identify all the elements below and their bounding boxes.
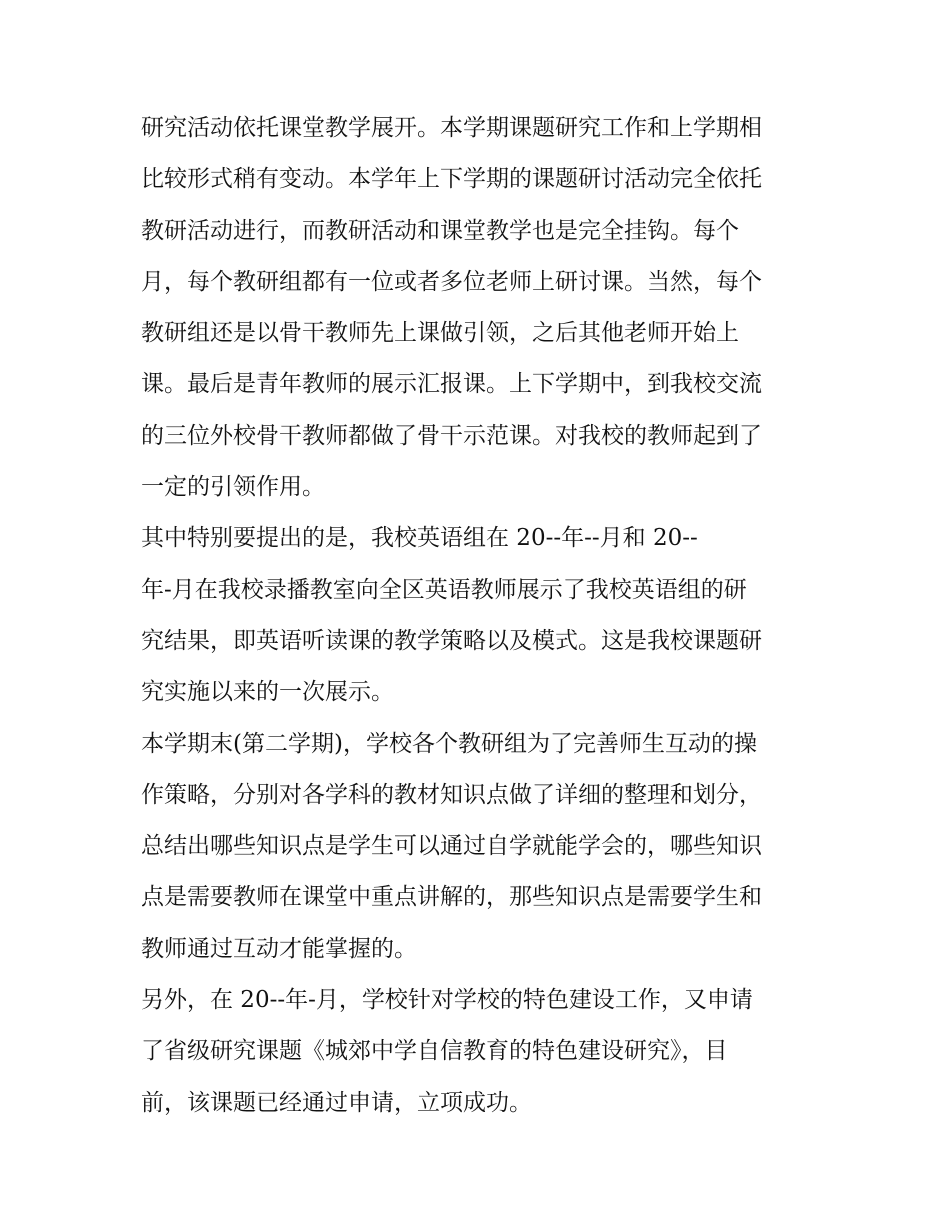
text-line: 年-月在我校录播教室向全区英语教师展示了我校英语组的研: [141, 576, 747, 603]
text-line: 比较形式稍有变动。本学年上下学期的课题研讨活动完全依托: [141, 166, 762, 193]
document-body-text: [141, 103, 821, 1129]
text-line: 另外，在 20--年-月，学校针对学校的特色建设工作，又申请: [141, 987, 753, 1014]
text-line: 究实施以来的一次展示。: [141, 679, 394, 706]
text-line: 其中特别要提出的是，我校英语组在 20--年--月和 20--: [141, 525, 698, 552]
text-line: 课。最后是青年教师的展示汇报课。上下学期中，到我校交流: [141, 371, 762, 398]
text-line: 究结果，即英语听读课的教学策略以及模式。这是我校课题研: [141, 627, 762, 654]
text-line: 点是需要教师在课堂中重点讲解的，那些知识点是需要学生和: [141, 884, 762, 911]
text-line: 总结出哪些知识点是学生可以通过自学就能学会的，哪些知识: [141, 833, 762, 860]
text-line: 了省级研究课题《城郊中学自信教育的特色建设研究》，目: [141, 1038, 728, 1065]
text-line: 本学期末(第二学期)，学校各个教研组为了完善师生互动的操: [141, 730, 757, 757]
text-line: 研究活动依托课堂教学展开。本学期课题研究工作和上学期相: [141, 115, 762, 141]
text-line: 教师通过互动才能掌握的。: [141, 935, 417, 962]
text-line: 前，该课题已经通过申请，立项成功。: [141, 1089, 532, 1116]
text-line: 月，每个教研组都有一位或者多位老师上研讨课。当然，每个: [141, 268, 762, 295]
text-line: 教研活动进行，而教研活动和课堂教学也是完全挂钩。每个: [141, 217, 739, 244]
text-line: 教研组还是以骨干教师先上课做引领，之后其他老师开始上: [141, 320, 739, 347]
text-line: 作策略，分别对各学科的教材知识点做了详细的整理和划分，: [141, 781, 762, 808]
text-line: 的三位外校骨干教师都做了骨干示范课。对我校的教师起到了: [141, 422, 762, 449]
text-line: 一定的引领作用。: [141, 474, 325, 501]
